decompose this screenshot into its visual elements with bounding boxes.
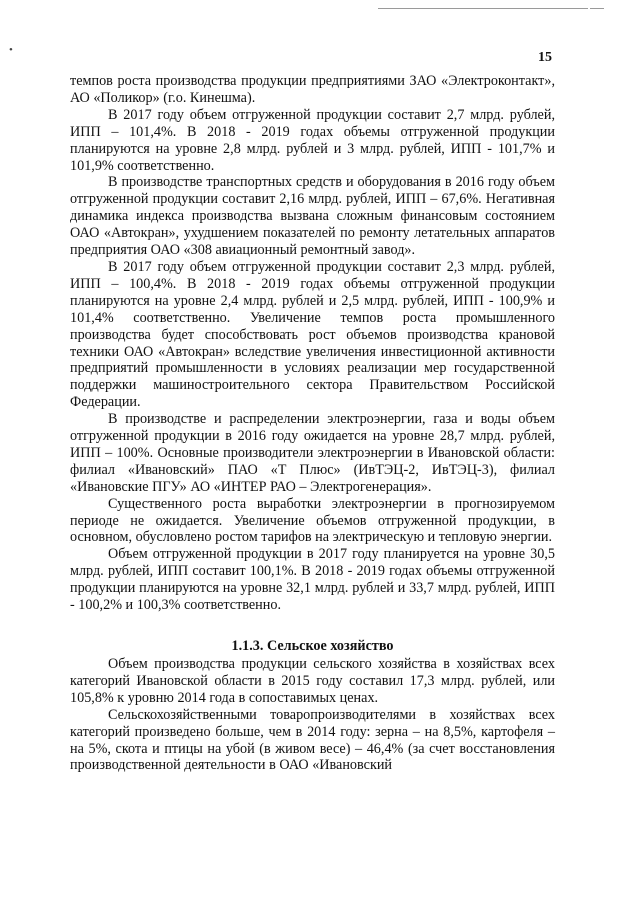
paragraph: В производстве транспортных средств и оборудования в 2016 году объем отгруженной продукции составит 2,16 млрд. рублей, ИПП – 67,6%. Негативная динамика индекса производства вызвана сложным финансовым состоянием ОАО «Автокран», ухудшением показателей по ремонту летательных аппаратов предприятия ОАО «308 авиационный ремонтный завод».	[70, 174, 555, 259]
paragraph: Объем производства продукции сельского хозяйства в хозяйствах всех категорий Ивановской области в 2015 году составил 17,3 млрд. рублей, или 105,8% к уровню 2014 года в сопоставимых ценах.	[70, 656, 555, 706]
scan-artifact-line	[378, 8, 588, 9]
page-number: 15	[538, 50, 552, 65]
section-heading: 1.1.3. Сельское хозяйство	[231, 638, 394, 654]
paragraph: Существенного роста выработки электроэнергии в прогнозируемом периоде не ожидается. Увеличение объемов отгруженной продукции, в основном, обусловлено ростом тарифов на электрическую и тепловую энергии.	[70, 495, 555, 546]
paragraph: В производстве и распределении электроэнергии, газа и воды объем отгруженной продукции в 2016 году ожидается на уровне 28,7 млрд. рублей, ИПП – 100%. Основные производители электроэнергии в Ивановской области: филиал «Ивановский» ПАО «Т Плюс» (ИвТЭЦ-2, ИвТЭЦ-3), филиал «Ивановские ПГУ» АО «ИНТЕР РАО – Электрогенерация».	[70, 411, 555, 495]
paragraph: В 2017 году объем отгруженной продукции составит 2,7 млрд. рублей, ИПП – 101,4%. В 2018 - 2019 годах объемы отгруженной продукции планируются на уровне 2,8 млрд. рублей и 3 млрд. рублей, ИПП - 101,7% и 101,9% соответственно.	[70, 106, 555, 174]
paragraph: темпов роста производства продукции предприятиями ЗАО «Электроконтакт», АО «Поликор» (г.о. Кинешма).	[70, 73, 555, 106]
paragraph: В 2017 году объем отгруженной продукции составит 2,3 млрд. рублей, ИПП – 100,4%. В 2018 - 2019 годах объемы отгруженной продукции планируются на уровне 2,4 млрд. рублей и 2,5 млрд. рублей, ИПП - 100,9% и 101,4% соответственно. Увеличение темпов роста промышленного производства будет способствовать рост объемов производства крановой техники ОАО «Автокран» вследствие увеличения инвестиционной активности предприятий промышленности в условиях реализации мер государственной поддержки машиностроительного сектора Правительством Российской Федерации.	[70, 258, 555, 411]
scan-artifact-line	[590, 8, 604, 9]
paragraph: Сельскохозяйственными товаропроизводителями в хозяйствах всех категорий произведено больше, чем в 2014 году: зерна – на 8,5%, картофеля – на 5%, скота и птицы на убой (в живом весе) – 46,4% (за счет восстановления производственной деятельности в ОАО «Ивановский	[70, 706, 555, 774]
paragraph: Объем отгруженной продукции в 2017 году планируется на уровне 30,5 млрд. рублей, ИПП составит 100,1%. В 2018 - 2019 годах объемы отгруженной продукции планируются на уровне 32,1 млрд. рублей и 33,7 млрд. рублей, ИПП - 100,2% и 100,3% соответственно.	[70, 546, 555, 614]
scan-artifact-mark: •	[9, 44, 13, 56]
document-body	[70, 73, 555, 774]
